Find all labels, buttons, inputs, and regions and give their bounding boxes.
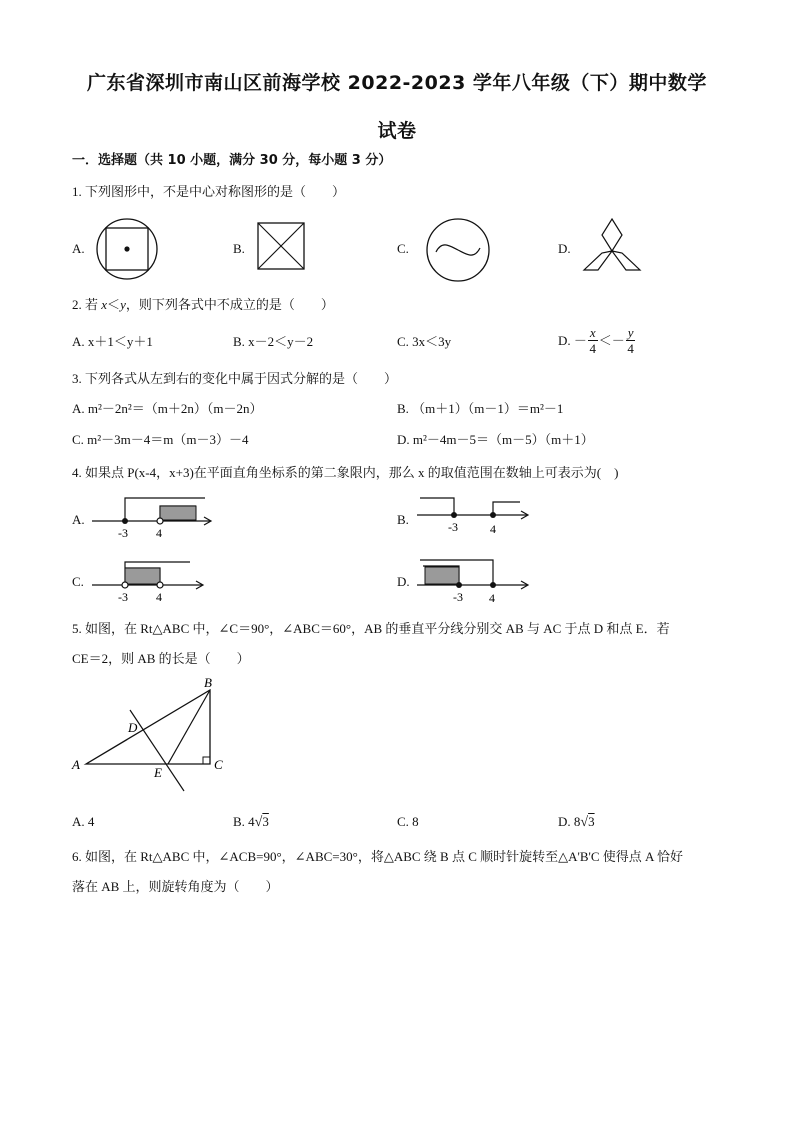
label-a: A bbox=[72, 757, 80, 772]
q2-option-d-fraction-y bbox=[626, 325, 636, 356]
q6-stem-line1: 6. 如图，在 Rt△ABC 中，∠ACB=90°，∠ABC=30°，将△ABC 绕 B 点 C 顺时针旋转至△A'B'C 使得点 A 恰好 bbox=[72, 849, 683, 864]
q5-option-b-radicand: 3 bbox=[262, 814, 269, 829]
q2-stem-lt: ＜ bbox=[107, 297, 121, 312]
q1-option-a-label: A. bbox=[72, 241, 85, 256]
q6-stem-line2: 落在 AB 上，则旋转角度为（ ） bbox=[72, 879, 279, 894]
q1-stem: 1. 下列图形中，不是中心对称图形的是（ ） bbox=[72, 184, 346, 199]
tick-minus3: -3 bbox=[453, 590, 463, 604]
tick-minus3: -3 bbox=[118, 590, 128, 604]
label-c: C bbox=[214, 757, 223, 772]
q2-stem bbox=[72, 296, 334, 314]
q5-option-b-text: B. 4 bbox=[233, 814, 255, 829]
q1-figure-three-rhombi bbox=[580, 216, 644, 276]
tick-4: 4 bbox=[156, 526, 162, 540]
q5-stem-line2: CE＝2，则 AB 的长是（ ） bbox=[72, 651, 250, 666]
q5-option-c: C. 8 bbox=[397, 814, 419, 829]
q5-triangle-figure bbox=[70, 676, 230, 796]
q2-fraction-y-denominator: 4 bbox=[627, 341, 634, 356]
q4-number-line-a bbox=[90, 494, 220, 542]
label-d: D bbox=[128, 720, 138, 735]
q2-option-d-label: D. bbox=[558, 333, 571, 348]
tick-minus3: -3 bbox=[448, 520, 458, 534]
q4-number-line-c bbox=[90, 558, 215, 606]
q1-figure-yin-yang bbox=[424, 216, 492, 284]
q3-option-c: C. m²－3m－4＝m（m－3）－4 bbox=[72, 432, 249, 447]
q2-option-d bbox=[558, 325, 636, 356]
q4-option-d-label: D. bbox=[397, 574, 410, 589]
tick-minus3: -3 bbox=[118, 526, 128, 540]
q4-number-line-d bbox=[415, 556, 540, 604]
tick-4: 4 bbox=[489, 591, 495, 605]
q2-option-a: A. x＋1＜y＋1 bbox=[72, 334, 153, 349]
q2-fraction-y-numerator: y bbox=[627, 325, 634, 340]
q2-stem-y: y bbox=[120, 297, 126, 312]
q5-option-d: D. 8√3 bbox=[558, 814, 595, 830]
q1-figure-square-x bbox=[257, 222, 307, 272]
q4-number-line-b bbox=[415, 494, 540, 542]
exam-title-line2: 试卷 bbox=[377, 120, 417, 142]
q4-stem: 4. 如果点 P(x-4，x+3)在平面直角坐标系的第二象限内，那么 x 的取值范围在数轴上可表示为( ) bbox=[72, 465, 619, 480]
q2-stem-suffix: ，则下列各式中不成立的是（ ） bbox=[125, 297, 334, 312]
exam-title-line1: 广东省深圳市南山区前海学校 2022-2023 学年八年级（下）期中数学 bbox=[87, 72, 707, 94]
q1-option-b-label: B. bbox=[233, 241, 245, 256]
q3-option-a: A. m²－2n²＝（m＋2n）（m－2n） bbox=[72, 401, 263, 416]
q4-option-b-label: B. bbox=[397, 512, 409, 527]
q2-stem-x: x bbox=[101, 297, 108, 312]
q2-option-b: B. x－2＜y－2 bbox=[233, 334, 314, 349]
q5-option-d-text: D. 8 bbox=[558, 814, 581, 829]
q3-option-b: B. （m＋1）（m－1）＝m²－1 bbox=[397, 401, 564, 416]
q5-option-d-radicand: 3 bbox=[588, 814, 595, 829]
q5-option-a: A. 4 bbox=[72, 814, 95, 829]
q5-stem-line1: 5. 如图，在 Rt△ABC 中，∠C＝90°，∠ABC＝60°，AB 的垂直平分线分别交 AB 与 AC 于点 D 和点 E．若 bbox=[72, 621, 670, 636]
q4-option-c-label: C. bbox=[72, 574, 84, 589]
label-b: B bbox=[204, 675, 212, 690]
q2-fraction-x-numerator: x bbox=[589, 325, 596, 340]
q4-option-a-label: A. bbox=[72, 512, 85, 527]
q1-figure-circle-square bbox=[94, 216, 160, 282]
q1-option-d-label: D. bbox=[558, 241, 571, 256]
tick-4: 4 bbox=[156, 590, 162, 604]
q2-option-d-fraction-x bbox=[588, 325, 598, 356]
q2-option-d-lt: ＜－ bbox=[598, 333, 625, 348]
q3-option-d: D. m²－4m－5＝（m－5）（m＋1） bbox=[397, 432, 594, 447]
q2-stem-prefix: 2. 若 bbox=[72, 297, 102, 312]
q3-stem: 3. 下列各式从左到右的变化中属于因式分解的是（ ） bbox=[72, 371, 398, 386]
q5-option-b: B. 4√3 bbox=[233, 814, 269, 830]
q2-option-c: C. 3x＜3y bbox=[397, 334, 452, 349]
q2-fraction-x-denominator: 4 bbox=[589, 341, 597, 356]
label-e: E bbox=[154, 765, 162, 780]
tick-4: 4 bbox=[490, 522, 496, 536]
q2-option-d-minus: － bbox=[573, 333, 587, 348]
q1-option-c-label: C. bbox=[397, 241, 409, 256]
section-heading: 一．选择题（共 10 小题，满分 30 分，每小题 3 分） bbox=[72, 153, 392, 168]
